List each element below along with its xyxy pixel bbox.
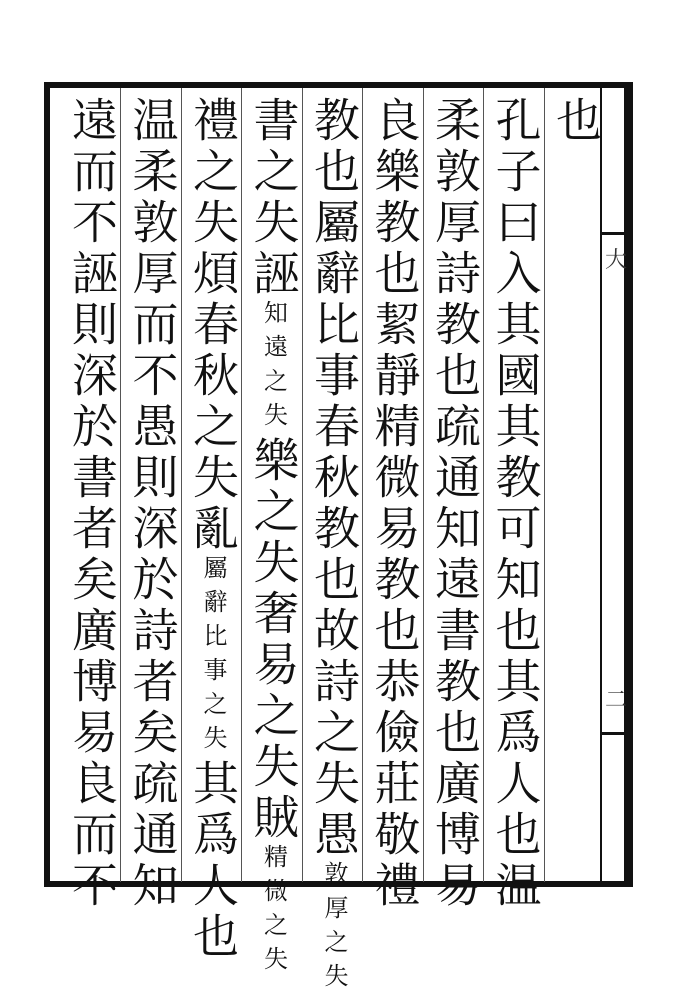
column-divider <box>120 88 121 882</box>
text-column-7 <box>185 96 241 963</box>
interlinear-note <box>246 844 302 980</box>
note-line: 精微 <box>259 844 288 912</box>
column-divider <box>241 88 242 882</box>
text-column-4 <box>367 96 423 912</box>
main-text: 柔敦厚詩教也疏通知遠書教也廣博易 <box>428 96 482 912</box>
note-line: 之失 <box>320 929 348 997</box>
note-line: 事之失 <box>199 657 227 759</box>
interlinear-note <box>246 300 302 436</box>
main-text: 禮之失煩春秋之失亂 <box>186 96 240 555</box>
main-text: 樂之失奢易之失賊 <box>246 436 301 844</box>
margin-column-title: 大 <box>604 248 627 273</box>
interlinear-note <box>185 555 241 759</box>
text-column-3 <box>427 96 483 912</box>
main-text: 也 <box>549 96 603 147</box>
note-line: 知遠 <box>259 300 288 368</box>
main-text: 温柔敦厚而不愚則深於詩者矣疏通知 <box>125 96 180 912</box>
text-column-8 <box>125 96 181 912</box>
text-column-6 <box>246 96 302 980</box>
column-divider <box>544 88 545 882</box>
margin-column-right-rule <box>630 82 633 887</box>
note-line: 之失 <box>259 368 288 436</box>
column-divider <box>423 88 424 882</box>
text-column-9 <box>64 96 120 912</box>
column-divider <box>181 88 182 882</box>
margin-column-fishtail-top <box>602 232 630 235</box>
note-line: 屬辭比 <box>199 555 227 657</box>
main-text: 其爲人也 <box>186 759 240 963</box>
margin-column-page-number: 二 <box>604 688 627 713</box>
main-text: 孔子曰入其國其教可知也其爲人也温 <box>488 96 543 912</box>
margin-column-fishtail-bottom <box>602 732 630 735</box>
text-column-1 <box>548 96 604 147</box>
note-line: 敦厚 <box>320 861 348 929</box>
column-divider <box>483 88 484 882</box>
main-text: 書之失誣 <box>246 96 301 300</box>
text-column-2 <box>488 96 544 912</box>
main-text: 遠而不誣則深於書者矣廣博易良而不 <box>65 96 119 912</box>
column-divider <box>302 88 303 882</box>
text-column-5 <box>306 96 362 997</box>
main-text: 良樂教也絜靜精微易教也恭儉莊敬禮 <box>367 96 422 912</box>
interlinear-note <box>306 861 362 997</box>
column-divider <box>362 88 363 882</box>
note-line: 之失 <box>259 912 288 980</box>
margin-column-left-rule <box>600 82 602 887</box>
main-text: 教也屬辭比事春秋教也故詩之失愚 <box>307 96 361 861</box>
